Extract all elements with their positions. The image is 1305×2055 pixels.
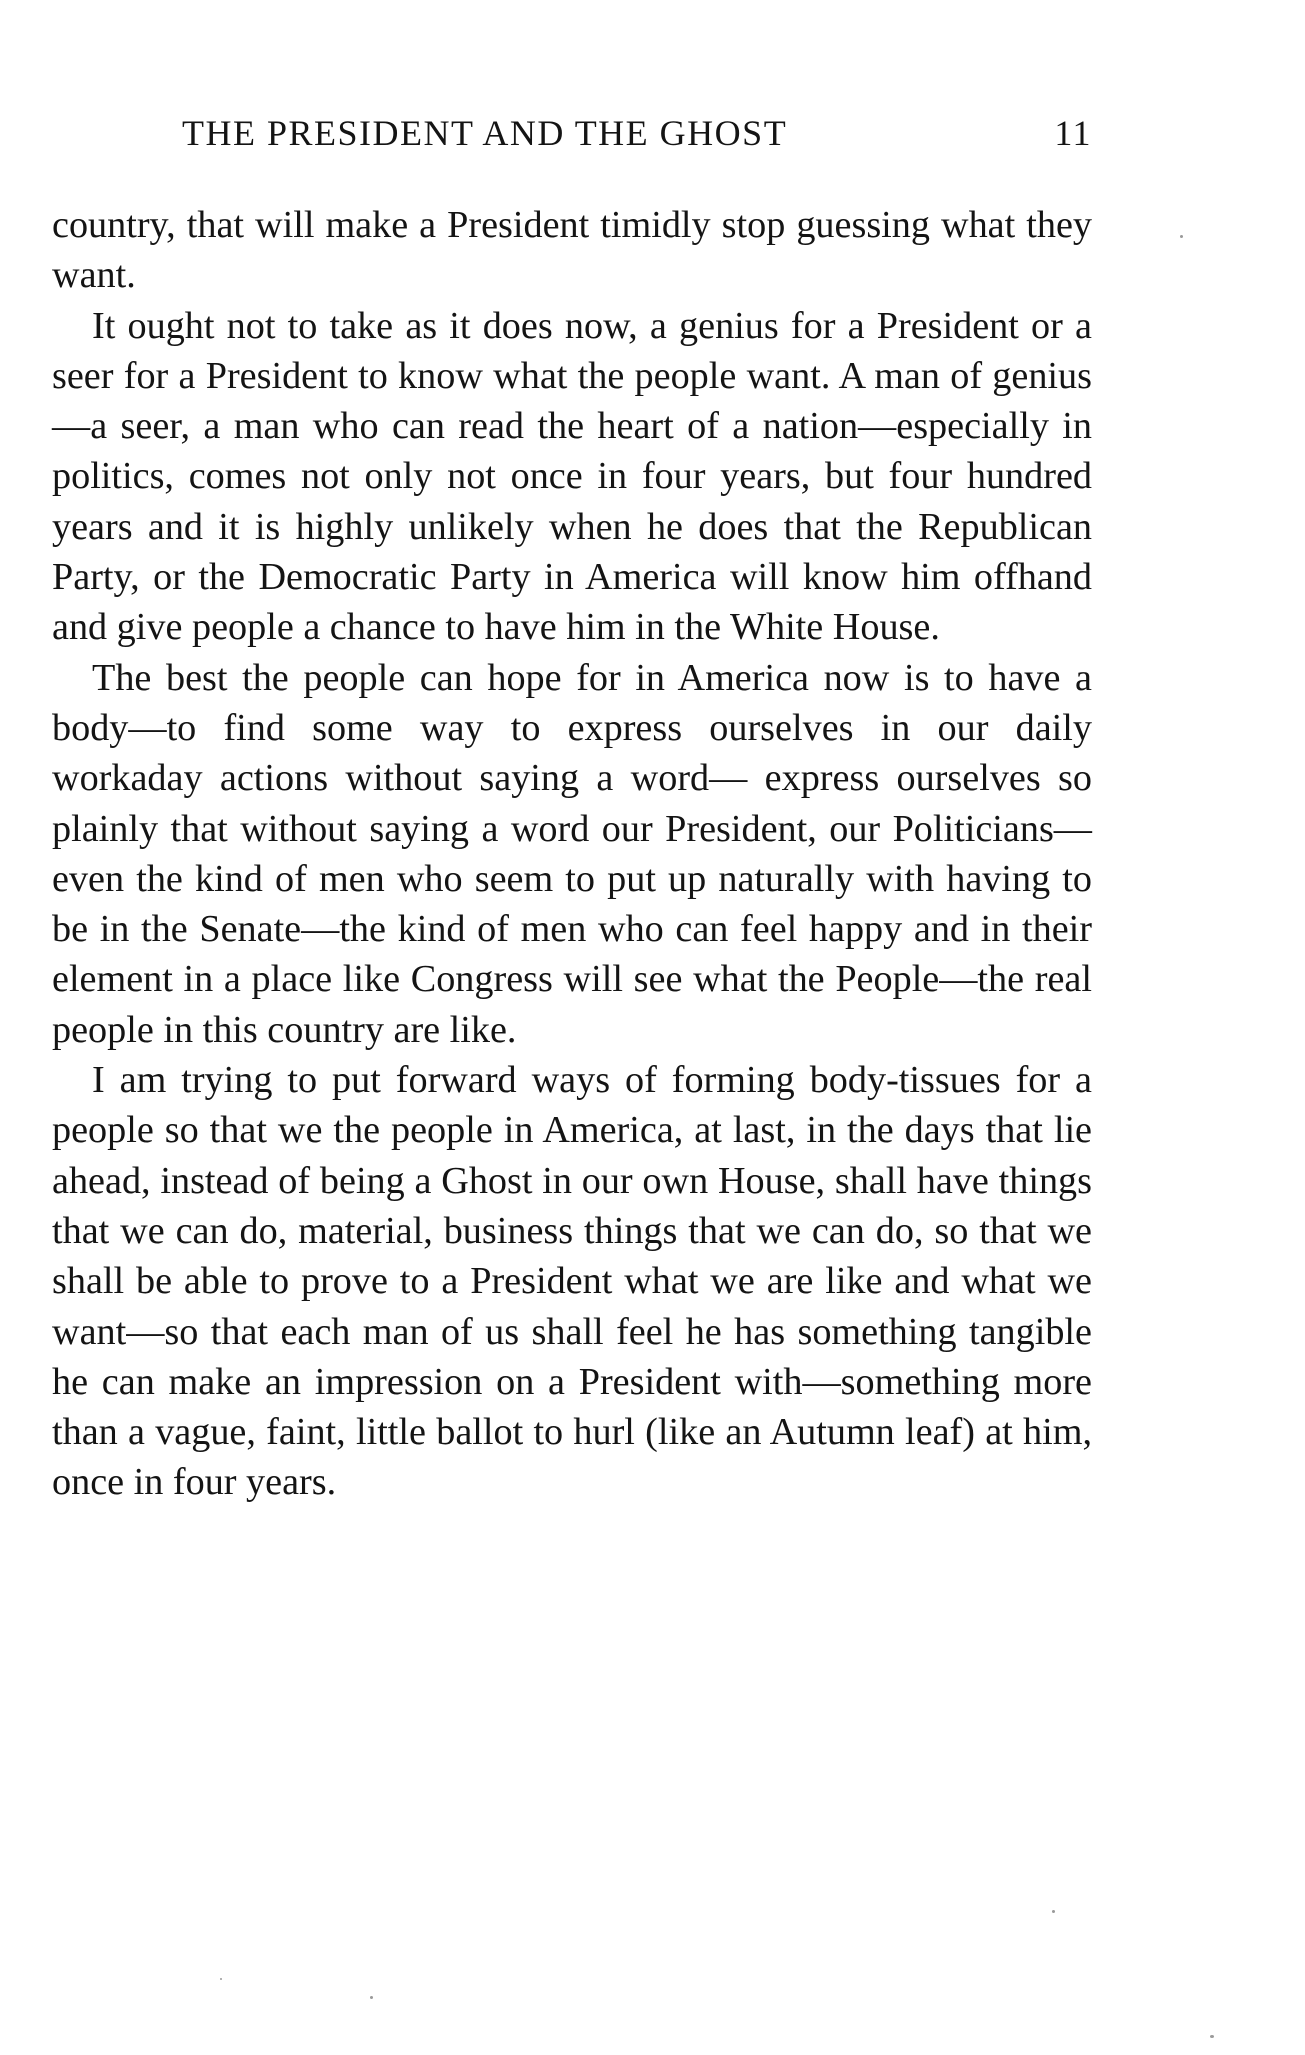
paragraph-continued: country, that will make a President timidly stop guessing what they want. xyxy=(52,204,1092,297)
paper-speck xyxy=(220,1978,222,1980)
running-head xyxy=(52,112,1092,162)
body-text xyxy=(52,200,1092,1508)
paragraph: The best the people can hope for in America now is to have a body—to find some way to express ourselves in our daily workaday actions without saying a word— express ourselves so plainly that without saying a word our President, our Politicians—even the kind of men who seem to put up naturally with having to be in the Senate—the kind of men who can feel happy and in their element in a place like Congress will see what the People—the real people in this country are like. xyxy=(52,656,1092,1051)
paper-speck xyxy=(1180,235,1183,238)
paragraph: I am trying to put forward ways of forming body-tissues for a people so that we the people in America, at last, in the days that lie ahead, instead of being a Ghost in our own House, shall have things that we can do, material, business things that we can do, so that we shall be able to prove to a President what we are like and what we want—so that each man of us shall feel he has something tangible he can make an impression on a President with—something more than a vague, faint, little ballot to hurl (like an Autumn leaf) at him, once in four years. xyxy=(52,1059,1092,1504)
running-title: THE PRESIDENT AND THE GHOST xyxy=(182,113,788,153)
paper-speck xyxy=(370,1996,373,1999)
page-number: 11 xyxy=(1054,113,1092,153)
paper-speck xyxy=(1210,2035,1214,2038)
paragraph: It ought not to take as it does now, a genius for a President or a seer for a President to know what the people want. A man of genius—a seer, a man who can read the heart of a nation—especially in politics, comes not only not once in four years, but four hundred years and it is highly unlikely when he does that the Republican Party, or the Democratic Party in America will know him offhand and give people a chance to have him in the White House. xyxy=(52,304,1092,649)
paper-speck xyxy=(1052,1910,1055,1913)
